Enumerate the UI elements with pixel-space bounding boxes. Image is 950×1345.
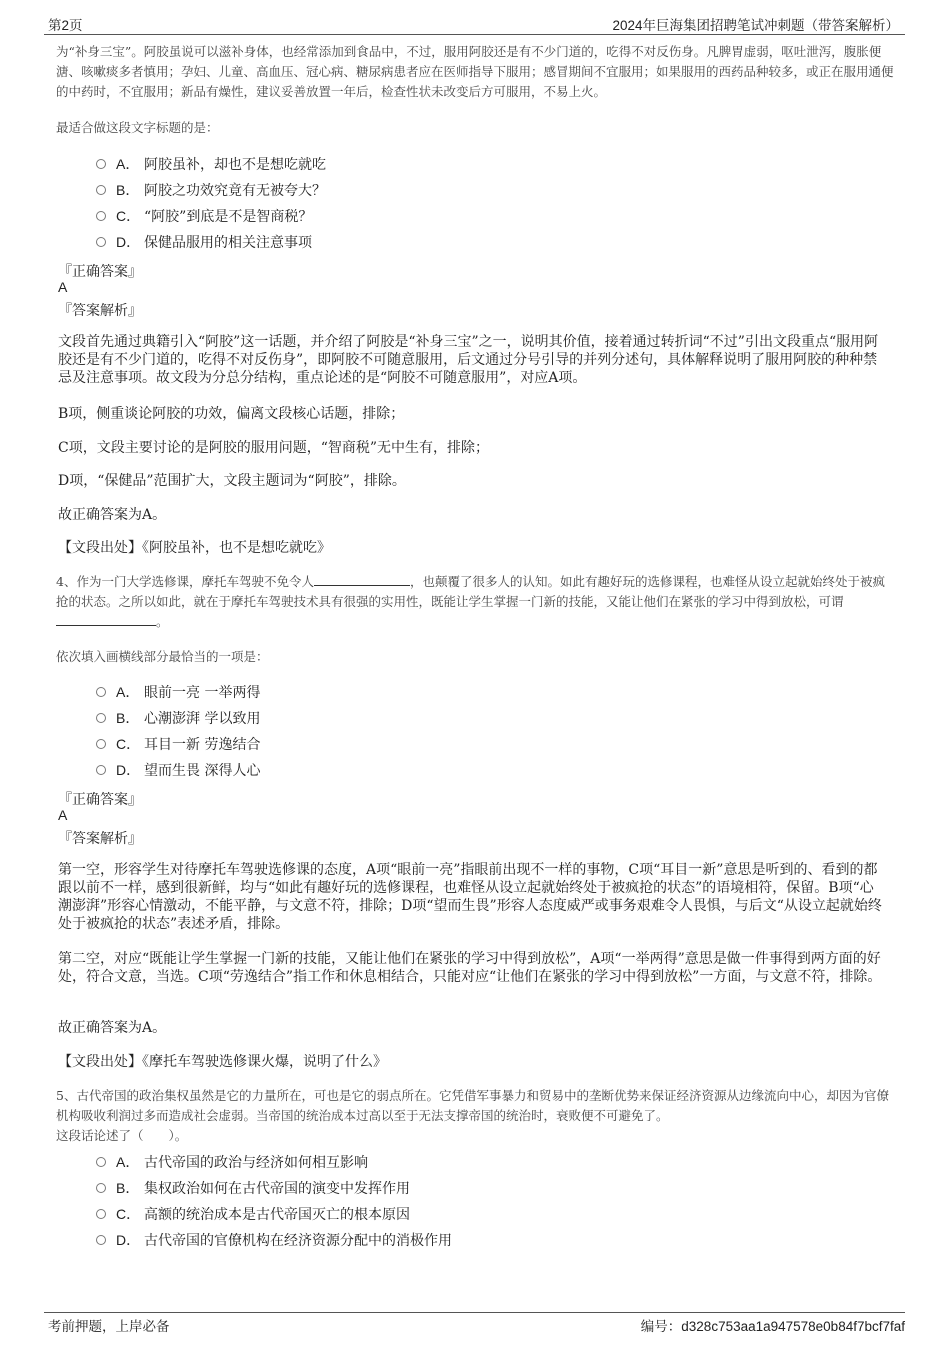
- radio-icon[interactable]: [96, 765, 106, 775]
- q3-prompt: 最适合做这段文字标题的是：: [56, 120, 219, 135]
- footer-slogan: 考前押题，上岸必备: [48, 1319, 170, 1334]
- q4-analysis-first-blank: 第一空，形容学生对待摩托车驾驶选修课的态度，A项“眼前一亮”指眼前出现不一样的事物，C项“耳目一新”意思是听到的、看到的都跟以前不一样，感到很新鲜，均与“如此有趣好玩的选修课程，也难怪从设立起就始终处于被疯抢的状态”的语境相符，保留。B项“心潮澎湃”形容心情激动，不能平静，与文意不符，排除；D项“望而生畏”形容人态度威严或事务艰难令人畏惧，与后文“从设立起就始终处于被疯抢的状态”表述矛盾，排除。: [58, 862, 882, 932]
- q3-analysis-main: 文段首先通过典籍引入“阿胶”这一话题，并介绍了阿胶是“补身三宝”之一，说明其价值，接着通过转折词“不过”引出文段重点“服用阿胶还是有不少门道的，吃得不对反伤身”，即阿胶不可随意服用，后文通过分号引导的并列分述句，具体解释说明了服用阿胶的种种禁忌及注意事项。故文段为分总分结构，重点论述的是“阿胶不可随意服用”，对应A项。: [58, 334, 879, 386]
- document-serial: 编号：d328c753aa1a947578e0b84f7bcf7faf: [640, 1319, 905, 1334]
- q4-analysis-second-blank: 第二空，对应“既能让学生掌握一门新的技能，又能让他们在紧张的学习中得到放松”，A项“一举两得”意思是做一件事得到两方面的好处，符合文意，当选。C项“劳逸结合”指工作和休息相结合，只能对应“让他们在紧张的学习中得到放松”一方面，与文意不符，排除。: [58, 951, 882, 985]
- page-header: [44, 12, 905, 35]
- q4-answer: A: [58, 807, 68, 823]
- q5-prompt: 这段话论述了（ ）。: [56, 1128, 188, 1143]
- blank-line: [56, 613, 156, 626]
- q3-conclusion: 故正确答案为A。: [58, 507, 167, 523]
- blank-line: [314, 573, 410, 586]
- radio-icon[interactable]: [96, 1183, 106, 1193]
- q3-analysis-c: C项，文段主要讨论的是阿胶的服用问题，“智商税”无中生有，排除；: [58, 440, 490, 456]
- q4-conclusion: 故正确答案为A。: [58, 1020, 167, 1036]
- q4-passage: 4、作为一门大学选修课，摩托车驾驶不免令人 ，也颠覆了很多人的认知。如此有趣好玩的选修课程，也难怪从设立起就始终处于被疯抢的状态。之所以如此，就在于摩托车驾驶技术具有很强的实用性，既能让学生掌握一门新的技能，又能让他们在紧张的学习中得到放松，可谓。: [56, 574, 885, 629]
- page-number: 第2页: [48, 18, 83, 33]
- radio-icon[interactable]: [96, 211, 106, 221]
- q3-source: 【文段出处】《阿胶虽补，也不是想吃就吃》: [58, 540, 331, 556]
- q3-analysis-label: 『答案解析』: [58, 303, 142, 319]
- radio-icon[interactable]: [96, 739, 106, 749]
- radio-icon[interactable]: [96, 185, 106, 195]
- q4-analysis-label: 『答案解析』: [58, 831, 142, 847]
- q3-answer: A: [58, 279, 68, 295]
- radio-icon[interactable]: [96, 713, 106, 723]
- q4-source: 【文段出处】《摩托车驾驶选修课火爆，说明了什么》: [58, 1054, 387, 1070]
- page-footer: [44, 1312, 905, 1335]
- q4-prompt: 依次填入画横线部分最恰当的一项是：: [56, 649, 269, 664]
- radio-icon[interactable]: [96, 687, 106, 697]
- q3-analysis-d: D项，“保健品”范围扩大，文段主题词为“阿胶”，排除。: [58, 473, 406, 489]
- q4-answer-label: 『正确答案』: [58, 792, 142, 808]
- radio-icon[interactable]: [96, 1235, 106, 1245]
- q5-passage: 5、古代帝国的政治集权虽然是它的力量所在，可也是它的弱点所在。它凭借军事暴力和贸易中的垄断优势来保证经济资源从边缘流向中心，却因为官僚机构吸收利润过多而造成社会虚弱。当帝国的统治成本过高以至于无法支撑帝国的统治时，衰败便不可避免了。: [56, 1088, 889, 1123]
- q3-analysis-b: B项，侧重谈论阿胶的功效，偏离文段核心话题，排除；: [58, 406, 405, 422]
- radio-icon[interactable]: [96, 1209, 106, 1219]
- q3-answer-label: 『正确答案』: [58, 264, 142, 280]
- radio-icon[interactable]: [96, 237, 106, 247]
- radio-icon[interactable]: [96, 159, 106, 169]
- q3-passage: 为“补身三宝”。阿胶虽说可以滋补身体，也经常添加到食品中，不过，服用阿胶还是有不少门道的，吃得不对反伤身。凡脾胃虚弱，呕吐泄泻，腹胀便溏、咳嗽痰多者慎用；孕妇、儿童、高血压、冠心病、糖尿病患者应在医师指导下服用；感冒期间不宜服用；如果服用的西药品种较多，或正在服用通便的中药时，不宜服用；新品有燥性，建议妥善放置一年后，检查性状未改变后方可服用，不易上火。: [56, 44, 894, 99]
- document-title: 2024年巨海集团招聘笔试冲刺题（带答案解析）: [612, 18, 899, 33]
- radio-icon[interactable]: [96, 1157, 106, 1167]
